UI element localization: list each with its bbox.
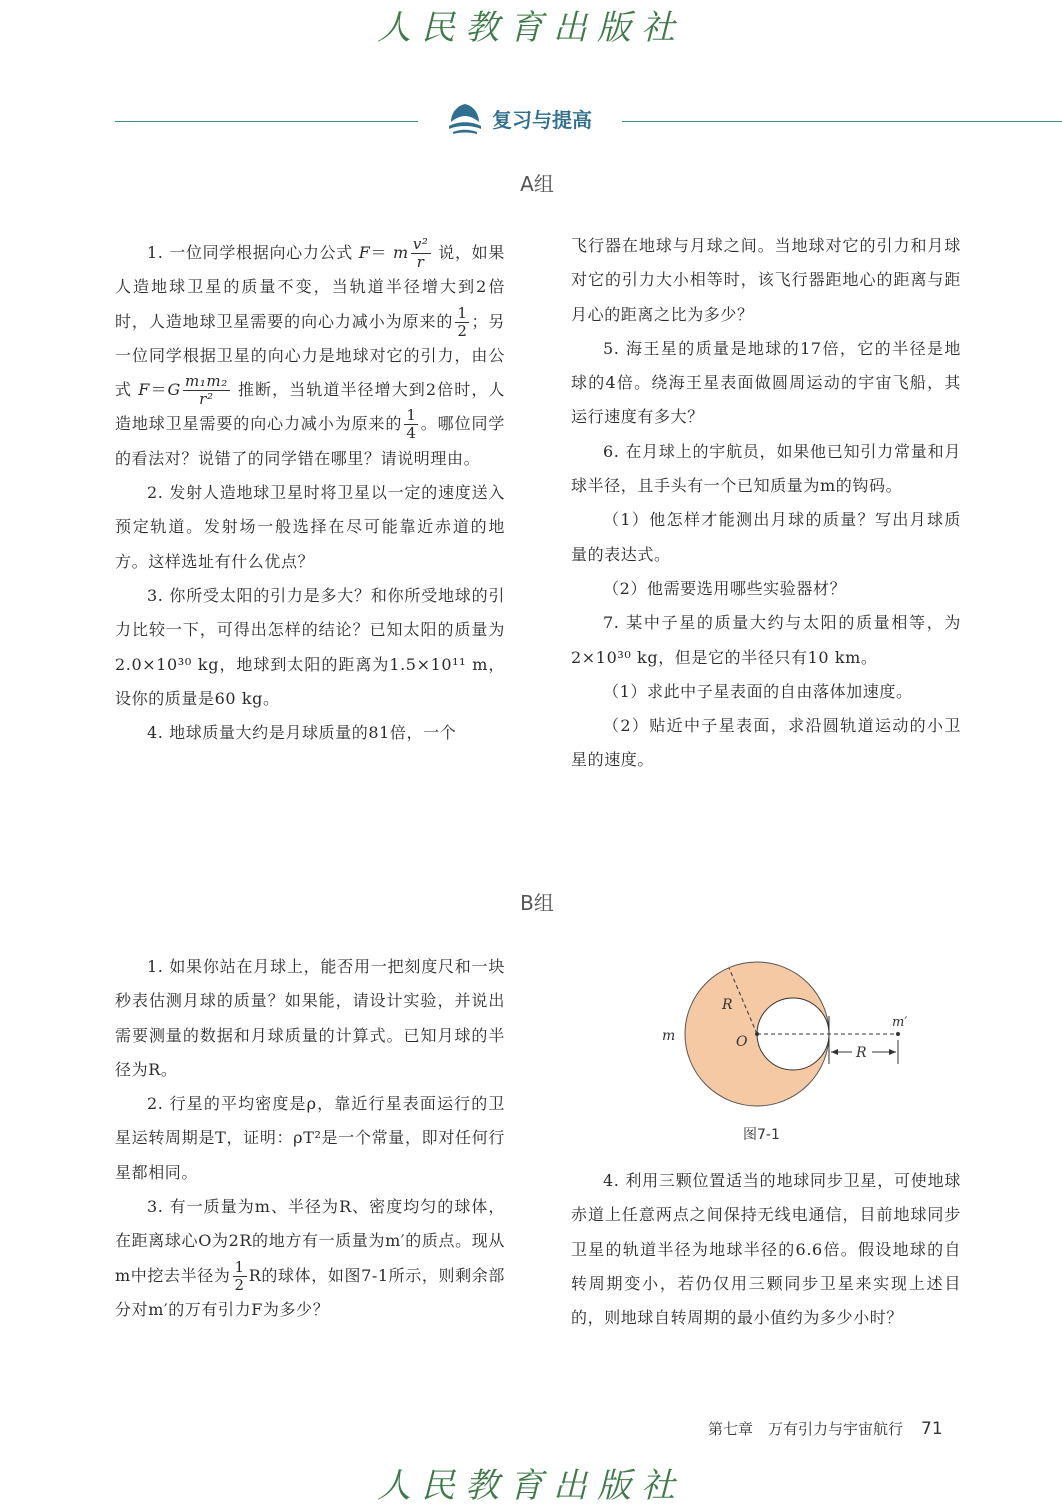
- problem-a7-part2: （2）贴近中子星表面，求沿圆轨道运动的小卫星的速度。: [571, 716, 961, 770]
- label-R-distance: R: [856, 1045, 867, 1061]
- chapter-title: 第七章 万有引力与宇宙航行: [708, 1420, 904, 1438]
- label-m-prime: m′: [892, 1015, 908, 1030]
- label-O: O: [736, 1034, 748, 1050]
- group-a-heading: A组: [520, 172, 554, 196]
- problem-a4-continued: 飞行器在地球与月球之间。当地球对它的引力和月球对它的引力大小相等时，该飞行器距地心的距离与距月心的距离之比为多少？: [571, 236, 961, 324]
- section-header: [446, 100, 592, 136]
- problem-a7-part1: （1）求此中子星表面的自由落体加速度。: [603, 681, 913, 701]
- problem-a5: 5. 海王星的质量是地球的17倍，它的半径是地球的4倍。绕海王星表面做圆周运动的宇宙飞船，其运行速度有多大？: [571, 338, 961, 427]
- figure-7-1-diagram: [650, 960, 920, 1120]
- group-b-left-column: [115, 950, 505, 1327]
- fraction-one-half: $\frac{1}{2}$: [457, 303, 468, 340]
- problem-a2: 2. 发射人造地球卫星时将卫星以一定的速度送入预定轨道。发射场一般选择在尽可能靠近赤道的地方。这样选址有什么优点？: [115, 483, 505, 571]
- label-m: m: [662, 1028, 676, 1044]
- problem-b3: 3. 有一质量为m、半径为R、密度均匀的球体，在距离球心O为2R的地方有一质量为m′的质点。现从m中挖去半径为 $\frac{1}{2}$ R的球体，如图7-1所示，则剩余部分对m′的万有引力F为多少？: [115, 1197, 506, 1319]
- publisher-logo-top: 人民教育出版社: [377, 8, 685, 48]
- label-R: R: [722, 997, 733, 1013]
- problem-a3: 3. 你所受太阳的引力是多大？和你所受地球的引力比较一下，可得出怎样的结论？已知太阳的质量为2.0×10³⁰ kg，地球到太阳的距离为1.5×10¹¹ m，设你的质量是60 kg。: [115, 585, 505, 708]
- problem-a1: 1. 一位同学根据向心力公式 F＝ m $\frac{\text{v²}}{r}$ 说，如果人造地球卫星的质量不变，当轨道半径增大到2倍时，人造地球卫星需要的向心力减小为原来的 $\frac{1}{2}$ ；另一位同学根据卫星的向心力是地球对它的引力，由公式 F＝G $\frac{\text{m₁m₂}}{\text{r²}}$ 推断，当轨道半径增大到2倍时，人造地球卫星需要的向心力减小为原来的 $\frac{1}{4}$ 。哪位同学的看法对？说错了的同学错在哪里？请说明理由。: [115, 235, 506, 468]
- arrowhead-left: [831, 1049, 838, 1055]
- group-a-right-column: [571, 229, 961, 778]
- page-number: 71: [921, 1419, 943, 1439]
- point-mass: [896, 1032, 900, 1036]
- problem-b4: 4. 利用三颗位置适当的地球同步卫星，可使地球赤道上任意两点之间保持无线电通信，目前地球同步卫星的轨道半径为地球半径的6.6倍。假设地球的自转周期变小，若仍仅用三颗同步卫星来实现上述目的，则地球自转周期的最小值约为多少小时？: [571, 1171, 961, 1328]
- problem-a6-part2: （2）他需要选用哪些实验器材？: [603, 578, 847, 598]
- arrowhead-right: [889, 1049, 896, 1055]
- group-a-left-column: [115, 236, 505, 750]
- problem-a6: 6. 在月球上的宇航员，如果他已知引力常量和月球半径，且手头有一个已知质量为m的钩码。: [571, 441, 961, 496]
- group-b-right-column: [571, 1164, 961, 1335]
- center-point: [755, 1032, 759, 1036]
- header-rule-right: [622, 121, 1062, 122]
- fraction-v2-over-r: $\frac{\text{v²}}{r}$: [412, 235, 429, 271]
- fraction-one-half-b3: $\frac{1}{2}$: [234, 1257, 245, 1294]
- problem-a6-part1: （1）他怎样才能测出月球的质量？写出月球质量的表达式。: [571, 510, 961, 564]
- publisher-logo-bottom: 人民教育出版社: [377, 1466, 685, 1506]
- problem-a7: 7. 某中子星的质量大约与太阳的质量相等，为2×10³⁰ kg，但是它的半径只有10 km。: [571, 613, 961, 667]
- section-title: 复习与提高: [492, 107, 592, 132]
- header-rule-left: [115, 121, 418, 122]
- problem-b2: 2. 行星的平均密度是ρ，靠近行星表面运行的卫星运转周期是T，证明：ρT²是一个常量，即对任何行星都相同。: [115, 1094, 505, 1182]
- page-footer: [708, 1418, 943, 1439]
- section-emblem-icon: [446, 100, 484, 136]
- group-b-heading: B组: [520, 891, 554, 915]
- fraction-one-quarter: $\frac{1}{4}$: [406, 406, 417, 443]
- problem-a4: 4. 地球质量大约是月球质量的81倍，一个: [147, 723, 457, 743]
- problem-b1: 1. 如果你站在月球上，能否用一把刻度尺和一块秒表估测月球的质量？如果能，请设计实验，并说出需要测量的数据和月球质量的计算式。已知月球的半径为R。: [115, 957, 505, 1079]
- figure-caption: 图7-1: [743, 1127, 780, 1143]
- fraction-m1m2-over-r2: $\frac{\text{m₁m₂}}{\text{r²}}$: [184, 372, 228, 409]
